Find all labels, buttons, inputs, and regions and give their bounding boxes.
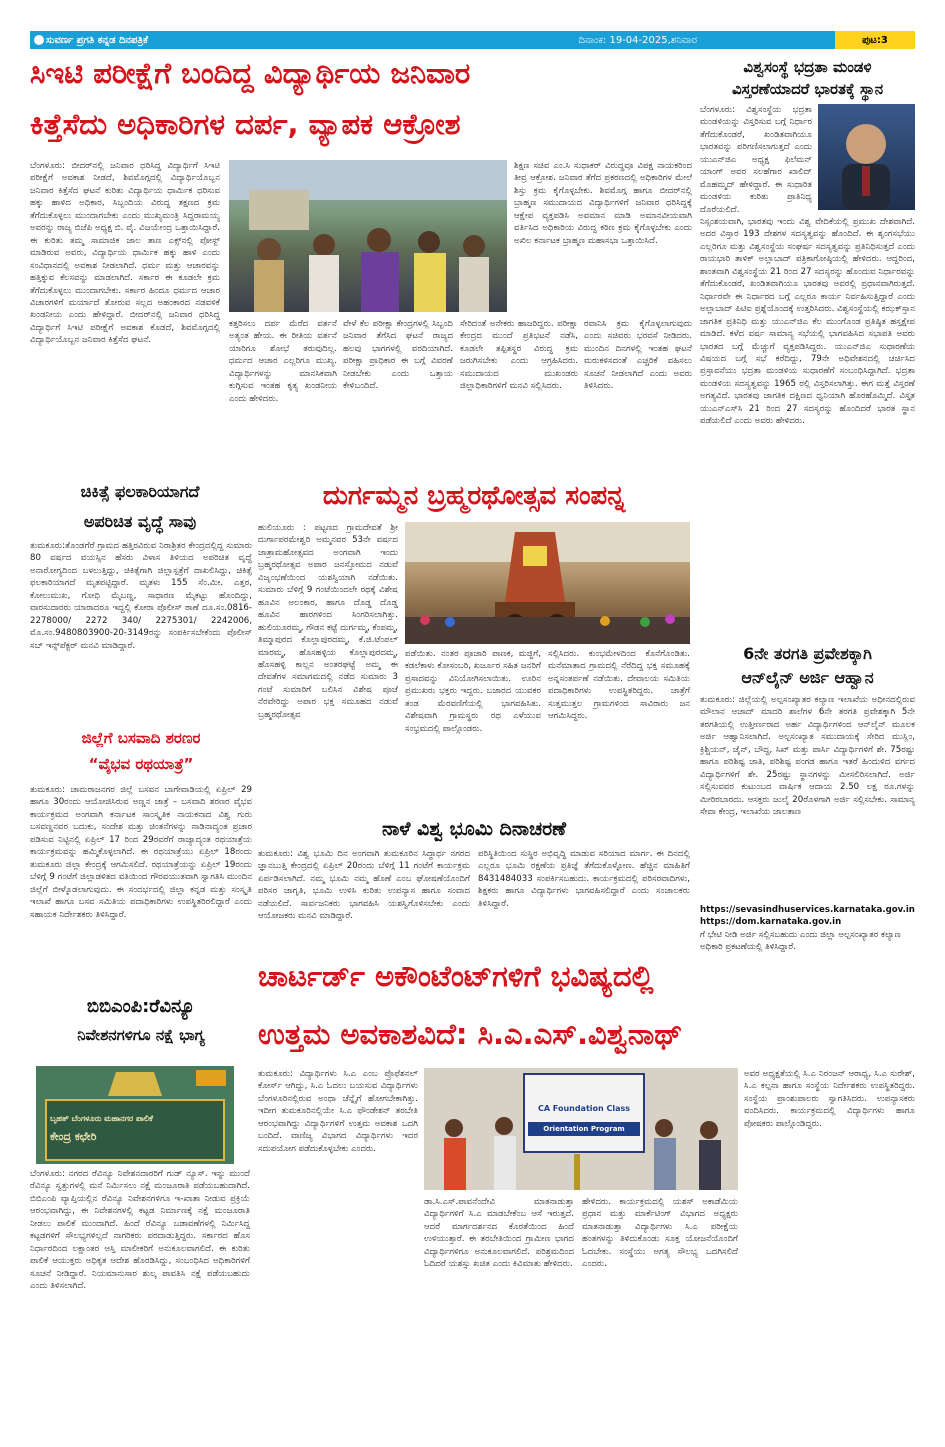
cet-protest-photo bbox=[229, 160, 507, 312]
online-app-body: ತುಮಕೂರು: ಜಿಲ್ಲೆಯಲ್ಲಿ ಅಲ್ಪಸಂಖ್ಯಾತರ ಕಲ್ಯಾಣ ಇಲಾಖೆಯ ಅಧೀನದಲ್ಲಿರುವ ಮೌಲಾನ ಆಜಾದ್ ಮಾದರಿ ಶಾಲೆಗಳ 6ನೇ ತರಗತಿ ಪ್ರವೇಶಕ್ಕಾಗಿ 5ನೇ ತರಗತಿಯಲ್ಲಿ ಉತ್ತೀರ್ಣರಾದ ಅರ್ಹ ವಿದ್ಯಾರ್ಥಿಗಳಿಂದ ಆನ್‌ಲೈನ್ ಮೂಲಕ ಅರ್ಜಿ ಆಹ್ವಾನಿಸಲಾಗಿದೆ. ಅಲ್ಪಸಂಖ್ಯಾತ ಸಮುದಾಯಕ್ಕೆ ಸೇರಿದ ಮುಸ್ಲಿಂ, ಕ್ರಿಶ್ಚಿಯನ್, ಜೈನ್, ಬೌದ್ಧ, ಸಿಖ್ ಮತ್ತು ಪಾರ್ಸಿ ವಿದ್ಯಾರ್ಥಿಗಳಿಗೆ ಶೇ. 75ರಷ್ಟು ಹಾಗೂ ಪರಿಶಿಷ್ಟ ಜಾತಿ, ಪರಿಶಿಷ್ಟ ಪಂಗಡ ಹಾಗೂ ಇತರೆ ಹಿಂದುಳಿದ ವರ್ಗದ ವಿದ್ಯಾರ್ಥಿಗಳಿಗೆ ಶೇ. 25ರಷ್ಟು ಸ್ಥಾನಗಳನ್ನು ಮೀಸಲಿರಿಸಲಾಗಿದೆ. ಅರ್ಜಿ ಸಲ್ಲಿಸುವವರ ಕುಟುಂಬದ ವಾರ್ಷಿಕ ಆದಾಯ 2.50 ಲಕ್ಷ ರೂ.ಗಳನ್ನು ಮೀರಿರಬಾರದು. ಆಸಕ್ತರು ಜುಲೈ 20ರೊಳಗಾಗಿ ಅರ್ಜಿ ಸಲ್ಲಿಸಬೇಕು. ಸಾಮಾನ್ಯ ಸೇವಾ ಕೇಂದ್ರ, ಇಲಾಖೆಯ ಜಾಲತಾಣ bbox=[700, 695, 915, 818]
basava-headline-line1: ಜಿಲ್ಲೆಗೆ ಬಸವಾದಿ ಶರಣರ bbox=[81, 729, 201, 747]
masthead-bar bbox=[30, 31, 915, 49]
online-app-headline-line2: ಆನ್‌ಲೈನ್ ಅರ್ಜಿ ಆಹ್ವಾನ bbox=[741, 668, 874, 687]
un-headline-line2: ವಿಸ್ತರಣೆಯಾದರೆ ಭಾರತಕ್ಕೆ ಸ್ಥಾನ bbox=[731, 80, 884, 98]
bbmp-body-text: ಬೆಂಗಳೂರು: ನಗರದ ರೆವಿನ್ಯೂ ನಿವೇಶನದಾರರಿಗೆ ಗುಡ್ ನ್ಯೂಸ್. ಇನ್ನು ಮುಂದೆ ರೆವಿನ್ಯೂ ಸ್ವತ್ತುಗಳಲ್ಲಿ ಮನೆ ನಿರ್ಮಿಸಲು ನಕ್ಷೆ ಮಂಜೂರಾತಿ ಪಡೆಯಬಹುದಾಗಿದೆ. ಬಿಬಿಎಂಪಿ ವ್ಯಾಪ್ತಿಯಲ್ಲಿನ ರೆವಿನ್ಯೂ ನಿವೇಶನಗಳಿಗೂ ಇ-ಖಾತಾ ನೀಡುವ ಪ್ರಕ್ರಿಯೆ ಆರಂಭವಾಗಿದ್ದು, ಈ ನಿವೇಶನಗಳಲ್ಲಿ ಕಟ್ಟಡ ನಿರ್ಮಾಣಕ್ಕೆ ನಕ್ಷೆ ಮಂಜೂರಾತಿ ನೀಡಲು ಪಾಲಿಕೆ ಮುಂದಾಗಿದೆ. ಹಿಂದೆ ರೆವಿನ್ಯೂ ಬಡಾವಣೆಗಳಲ್ಲಿ ನಿರ್ಮಿಸಿದ್ದ ಕಟ್ಟಡಗಳಿಗೆ ಸೌಲಭ್ಯಗಳಿಲ್ಲದೆ ನಾಗರಿಕರು ಪರದಾಡುತ್ತಿದ್ದರು. ಸರ್ಕಾರದ ಹೊಸ ನಿರ್ಧಾರದಿಂದ ಲಕ್ಷಾಂತರ ಆಸ್ತಿ ಮಾಲೀಕರಿಗೆ ಅನುಕೂಲವಾಗಲಿದೆ. ಈ ಕುರಿತು ಪಾಲಿಕೆ ಆಯುಕ್ತರು ಅಧಿಕೃತ ಆದೇಶ ಹೊರಡಿಸಿದ್ದು, ಸಂಬಂಧಿಸಿದ ಅಧಿಕಾರಿಗಳಿಗೆ ಸೂಚನೆ ನೀಡಿದ್ದಾರೆ. ನಿಯಮಾನುಸಾರ ಶುಲ್ಕ ಪಾವತಿಸಿ ನಕ್ಷೆ ಪಡೆಯಬಹುದು ಎಂದು ತಿಳಿಸಲಾಗಿದೆ. bbox=[30, 1169, 250, 1292]
elderly-headline-line2: ಅಪರಿಚಿತ ವೃದ್ಧೆ ಸಾವು bbox=[83, 512, 197, 531]
bbmp-sign-text2: ಕೇಂದ್ರ ಕಛೇರಿ bbox=[50, 1130, 97, 1143]
earth-day-headline: ನಾಳೆ ವಿಶ್ವ ಭೂಮಿ ದಿನಾಚರಣೆ bbox=[382, 818, 566, 840]
bbmp-sign-text1: ಬೃಹತ್ ಬೆಂಗಳೂರು ಮಹಾನಗರ ಪಾಲಿಕೆ bbox=[50, 1114, 153, 1123]
cet-col6-text: ರವಾನಿಸಿ ಕ್ರಮ ಕೈಗೊಳ್ಳಲಾಗುವುದು ಎಂದು ಸಚಿವರು ಭರವಸೆ ನೀಡಿದರು. ಮುಂದಿನ ದಿನಗಳಲ್ಲಿ ಇಂತಹ ಘಟನೆ ಮರುಕಳಿಸದಂತೆ ಎಚ್ಚರಿಕೆ ವಹಿಸಲು ಸೂಚನೆ ನೀಡಲಾಗಿದೆ ಎಂದು ಅವರು ತಿಳಿಸಿದರು. bbox=[584, 319, 692, 392]
cet-headline-line2: ಕಿತ್ತೆಸೆದು ಅಧಿಕಾರಿಗಳ ದರ್ಪ, ವ್ಯಾಪಕ ಆಕ್ರೋಶ bbox=[30, 107, 461, 141]
cet-col1-text: ಬೆಂಗಳೂರು: ಬೀದರ್‌ನಲ್ಲಿ ಜನಿವಾರ ಧರಿಸಿದ್ದ ವಿದ್ಯಾರ್ಥಿಗೆ ಸಿಇಟಿ ಪರೀಕ್ಷೆಗೆ ಅವಕಾಶ ನೀಡದೆ, ಶಿವಮೊಗ್ಗದಲ್ಲಿ ವಿದ್ಯಾರ್ಥಿಯೊಬ್ಬನ ಜನಿವಾರ ಕಿತ್ತೆಸೆದ ಘಟನೆ ಕುರಿತು ವಿದ್ಯಾರ್ಥಿಯ ಧಾರ್ಮಿಕ ಧರಿಸುವ ಹಕ್ಕು ಹಾಳಿದ ಅಧಿಕಾರ, ಸಿಬ್ಬಂದಿಯ ವಿರುದ್ಧ ತಕ್ಷಣದ ಕ್ರಮ ತೆಗೆದುಕೊಳ್ಳಲು ಮುಂದಾಗಬೇಕು ಎಂದು ಮುಖ್ಯಮಂತ್ರಿ ಸಿದ್ದರಾಮಯ್ಯ ಅವರನ್ನು ರಾಜ್ಯ ಬಿಜೆಪಿ ಅಧ್ಯಕ್ಷ ಬಿ. ವೈ. ವಿಜಯೇಂದ್ರ ಒತ್ತಾಯಿಸಿದ್ದಾರೆ. ಈ ಕುರಿತು ತಮ್ಮ ಸಾಮಾಜಿಕ ಜಾಲ ತಾಣ ಎಕ್ಸ್‌ನಲ್ಲಿ ಪೋಸ್ಟ್ ಮಾಡಿರುವ ಅವರು, ವಿದ್ಯಾರ್ಥಿಯ ಧಾರ್ಮಿಕ ಹಕ್ಕು ಹಾಳಿ ಎಂದು ಸಂವಿಧಾನದಲ್ಲಿ ಅವಕಾಶ ನೀಡಲಾಗಿದೆ. ಧರ್ಮ ಮತ್ತು ಆಚಾರವನ್ನು ಹತ್ತಿಕ್ಕುವ ಕೆಲಸವನ್ನು ಮಾಡಲಾಗಿದೆ. ಸರ್ಕಾರ ಈ ಕೂಡಲೇ ಕ್ರಮ ತೆಗೆದುಕೊಳ್ಳಲು ಮುಂದಾಗಬೇಕು. ಸರ್ಕಾರ ಹಿಂದೂ ಧರ್ಮದ ಆಚಾರ ವಿಚಾರಗಳಿಗೆ ಮರ್ಯಾದೆ ತೋರುವ ಸಲ್ಲದ ಅಹಂಕಾರದ ನಡವಳಿಕೆ ಖಂಡನೀಯ ಎಂದು ಹೇಳಿದ್ದಾರೆ. ಬೀದರ್‌ನಲ್ಲಿ ಜನಿವಾರ ಧರಿಸಿದ್ದ ವಿದ್ಯಾರ್ಥಿಗೆ ಸಿಇಟಿ ಪರೀಕ್ಷೆಗೆ ಅವಕಾಶ ಕೊಡದೆ, ಶಿವಮೊಗ್ಗದಲ್ಲಿ ವಿದ್ಯಾರ್ಥಿಯೊಬ್ಬನ ಜನಿವಾರ ಕಿತ್ತೆಸೆದ ಘಟನೆ. bbox=[30, 161, 220, 346]
ca-banner-title: CA Foundation Class bbox=[537, 1104, 631, 1113]
ca-col3-text: ಹೇಳಿದರು. ಕಾರ್ಯಕ್ರಮದಲ್ಲಿ ಯಶಸ್ ಅಕಾಡೆಮಿಯ ಪ್ರಧಾನ ಮತ್ತು ಮಾರ್ಕೆಟಿಂಗ್ ವಿಭಾಗದ ಅಧ್ಯಕ್ಷರು ಮಾತನಾಡುತ್ತಾ ವಿದ್ಯಾರ್ಥಿಗಳು ಸಿ.ಎ ಪರೀಕ್ಷೆಯ ಹಂತಗಳನ್ನು ತಿಳಿದುಕೊಂಡು ಸೂಕ್ತ ಯೋಜನೆಯೊಂದಿಗೆ ಓದಬೇಕು. ಸಂಸ್ಥೆಯು ಅಗತ್ಯ ಸೌಲಭ್ಯ ಒದಗಿಸಲಿದೆ ಎಂದರು. bbox=[582, 1197, 738, 1270]
online-app-headline-line1: 6ನೇ ತರಗತಿ ಪ್ರವೇಶಕ್ಕಾಗಿ bbox=[743, 644, 872, 663]
durgamma-col1-text: ಹುಲಿಯೂರು : ಪಟ್ಟಣದ ಗ್ರಾಮದೇವತೆ ಶ್ರೀ ದುರ್ಗಾಪರಮೇಶ್ವರಿ ಅಮ್ಮನವರ 53ನೇ ವರ್ಷದ ಜಾತ್ರಾಮಹೋತ್ಸವದ ಅಂಗವಾಗಿ ಇಂದು ಬ್ರಹ್ಮರಥೋತ್ಸವ ಅಪಾರ ಜನಸ್ತೋಮದ ನಡುವೆ ವಿಜೃಂಭಣೆಯಿಂದ ಯಶಸ್ವಿಯಾಗಿ ನಡೆಯಿತು. ಸುಮಾರು ಬೆಳಿಗ್ಗೆ 9 ಗಂಟೆಯಿಂದಲೇ ರಥಕ್ಕೆ ವಿಶೇಷ ಹೂವಿನ ಅಲಂಕಾರ, ಹಾಗೂ ದೊಡ್ಡ ದೊಡ್ಡ ಹೂವಿನ ಹಾರಗಳಿಂದ ಸಿಂಗರಿಸಲಾಗಿತ್ತು. ಹುಲಿಯೂರಮ್ಮ, ಗೌಡನ ಕಟ್ಟೆ ದುರ್ಗಮ್ಮ, ಕೆಂಪಮ್ಮ, ತಿಮ್ಮಾಪುರದ ಕೊಲ್ಲಾಪುರದಮ್ಮ, ಕೆ.ಜಿ.ಟೆಂಪಲ್ ಮಾರಮ್ಮ, ಹೊಸಹಳ್ಳಿಯ ಕೊಲ್ಲಾಪುರದಮ್ಮ, ಹೊಸಹಳ್ಳಿ ಕಾಲ್ಲನ ಅಂತರಘಟ್ಟೆ ಅಮ್ಮ ಈ ದೇವತೆಗಳ ಸಮಾಗಮದಲ್ಲಿ ನಡೆದ ಸುಮಾರು 3 ಗಂಟೆ ಸುಮಾರಿಗೆ ಬಲಿಸಿನ ವಿಶೇಷ ಪೂಜೆ ನೆರವೇರಿದ್ದು ಅಪಾರ ಭಕ್ತ ಸಮೂಹದ ನಡುವೆ ಬ್ರಹ್ಮರಥೋತ್ಸವ bbox=[258, 523, 398, 720]
ca-headline-line1: ಚಾರ್ಟರ್ಡ್ ಅಕೌಂಟೆಂಟ್‌ಗಳಿಗೆ ಭವಿಷ್ಯದಲ್ಲಿ bbox=[258, 959, 654, 993]
sevasindhu-link[interactable]: https://sevasindhuservices.karnataka.gov.in bbox=[700, 905, 915, 915]
earth-day-col1-text: ತುಮಕೂರು: ವಿಶ್ವ ಭೂಮಿ ದಿನ ಅಂಗವಾಗಿ ತುಮಕೂರಿನ ಸಿದ್ಧಾರ್ಥ ನಗರದ ಜ್ಞಾನಬುತ್ತಿ ಕೇಂದ್ರದಲ್ಲಿ ಏಪ್ರಿಲ್ 20ರಂದು ಬೆಳಿಗ್ಗೆ 11 ಗಂಟೆಗೆ ಕಾರ್ಯಕ್ರಮ ಏರ್ಪಡಿಸಲಾಗಿದೆ. ನಮ್ಮ ಭೂಮಿ ನಮ್ಮ ಹೊಣೆ ಎಂಬ ಘೋಷಣೆಯೊಂದಿಗೆ ಪರಿಸರ ಜಾಗೃತಿ, ಭೂಮಿ ಉಳಿಸಿ ಕುರಿತು ಉಪನ್ಯಾಸ ಹಾಗೂ ಸಂವಾದ ನಡೆಯಲಿದೆ. ಸಾರ್ವಜನಿಕರು ಭಾಗವಹಿಸಿ ಯಶಸ್ವಿಗೊಳಿಸಬೇಕು ಎಂದು ಆಯೋಜಕರು ಮನವಿ ಮಾಡಿದ್ದಾರೆ. bbox=[258, 849, 470, 922]
un-intro-text: ಬೆಂಗಳೂರು: ವಿಶ್ವಸಂಸ್ಥೆಯ ಭದ್ರತಾ ಮಂಡಳಿಯನ್ನು ವಿಸ್ತರಿಸುವ ಬಗ್ಗೆ ನಿರ್ಧಾರ ತೆಗೆದುಕೊಂಡರೆ, ಖಂಡಿತವಾಗಿಯೂ ಭಾರತವನ್ನು ಪರಿಗಣಿಸಲಾಗುತ್ತದೆ ಎಂದು ಯುಎನ್‌ಜಿಎ ಅಧ್ಯಕ್ಷ ಫಿಲೆಮನ್ ಯಾಂಗ್ ಅವರ ಸಲಹೆಗಾರ ಖಾಲಿದ್ ಮೊಹಮ್ಮದ್ ಹೇಳಿದ್ದಾರೆ. ಈ ಸುಧಾರಿತ ಮಂಡಳಿಯ ಕುರಿತು ಪ್ರಾತಿನಿಧ್ಯ ದೊರೆಯಲಿದೆ. bbox=[700, 105, 812, 214]
basava-headline-line2: “ವೈಭವ ರಥಯಾತ್ರೆ” bbox=[88, 755, 194, 773]
earth-day-col2-text: ಪರಿಸ್ಥಿತಿಯಿಂದ ಸುಸ್ಥಿರ ಅಭಿವೃದ್ಧಿ ಮಾಡುವ ಸರಿಯಾದ ಮಾರ್ಗ. ಈ ದಿನದಲ್ಲಿ ಎಲ್ಲರೂ ಭೂಮಿ ರಕ್ಷಣೆಯ ಪ್ರತಿಜ್ಞೆ ತೆಗೆದುಕೊಳ್ಳೋಣ. ಹೆಚ್ಚಿನ ಮಾಹಿತಿಗೆ 8431484033 ಸಂಪರ್ಕಿಸಬಹುದು. ಕಾರ್ಯಕ್ರಮದಲ್ಲಿ ಪರಿಸರವಾದಿಗಳು, ಶಿಕ್ಷಕರು ಹಾಗೂ ವಿದ್ಯಾರ್ಥಿಗಳು ಭಾಗವಹಿಸಲಿದ್ದಾರೆ ಎಂದು ಸಂಚಾಲಕರು ತಿಳಿಸಿದ್ದಾರೆ. bbox=[478, 849, 690, 909]
cet-col2-text: ಶಿಕ್ಷಣ ಸಚಿವ ಎಂ.ಸಿ ಸುಧಾಕರ್ ವಿರುದ್ಧವೂ ವಿಪಕ್ಷ ನಾಯಕರಿಂದ ತೀವ್ರ ಆಕ್ರೋಶ. ಜನಿವಾರ ತೆಗೆದ ಪ್ರಕರಣದಲ್ಲಿ ಅಧಿಕಾರಿಗಳ ಮೇಲೆ ಶಿಸ್ತು ಕ್ರಮ ಕೈಗೊಳ್ಳಬೇಕು. ಶಿವಮೊಗ್ಗ ಹಾಗೂ ಬೀದರ್‌ನಲ್ಲಿ ಬ್ರಾಹ್ಮಣ ಸಮುದಾಯದ ವಿದ್ಯಾರ್ಥಿಗಳಿಗೆ ಜನಿವಾರ ಧರಿಸಿದ್ದಕ್ಕೆ ಆಕ್ಷೇಪ ವ್ಯಕ್ತಪಡಿಸಿ ಅವಮಾನ ಮಾಡಿ ಅಮಾನವೀಯವಾಗಿ ವರ್ತಿಸಿದ ಅಧಿಕಾರಿಯ ವಿರುದ್ಧ ಕಠಿಣ ಕ್ರಮ ಕೈಗೊಳ್ಳಬೇಕು ಎಂದು ಅಖಿಲ ಕರ್ನಾಟಕ ಬ್ರಾಹ್ಮಣ ಮಹಾಸಭಾ ಒತ್ತಾಯಿಸಿದೆ. bbox=[514, 161, 692, 246]
masthead-date: ದಿನಾಂಕ: 19-04-2025,ಶನಿವಾರ bbox=[578, 34, 698, 46]
online-app-links bbox=[700, 904, 915, 954]
chariot-photo-scene bbox=[405, 522, 690, 644]
cet-photo-figures bbox=[229, 160, 507, 312]
cet-headline-line1: ಸಿಇಟಿ ಪರೀಕ್ಷೆಗೆ ಬಂದಿದ್ದ ವಿದ್ಯಾರ್ಥಿಯ ಜನಿವಾರ bbox=[30, 56, 471, 90]
ca-headline-line2: ಉತ್ತಮ ಅವಕಾಶವಿದೆ: ಸಿ.ಎ.ಎಸ್.ವಿಶ್ವನಾಥ್ bbox=[258, 1017, 683, 1051]
cet-col5-text: ವೇಳೆ ಕೆಲ ಪರೀಕ್ಷಾ ಕೇಂದ್ರಗಳಲ್ಲಿ ಸಿಬ್ಬಂದಿ ಜನಿವಾರ ತೆಗೆಸಿದ ಘಟನೆ ರಾಜ್ಯದ ಹಲವು ಭಾಗಗಳಲ್ಲಿ ವರದಿಯಾಗಿದೆ. ಪರೀಕ್ಷಾ ಪ್ರಾಧಿಕಾರ ಈ ಬಗ್ಗೆ ವಿವರಣೆ ನೀಡಬೇಕು ಎಂದು ಒತ್ತಾಯ ಕೇಳಿಬಂದಿದೆ. bbox=[343, 319, 453, 392]
bbmp-building-photo bbox=[36, 1066, 234, 1164]
dom-karnataka-link[interactable]: https://dom.karnataka.gov.in bbox=[700, 917, 842, 928]
ca-col1-text: ತುಮಕೂರು: ವಿದ್ಯಾರ್ಥಿಗಳು ಸಿ.ಎ ಎಂಬ ಪ್ರೊಫೆಶನಲ್ ಕೋರ್ಸ್ ಆಗಿದ್ದು, ಸಿ.ಎ ಓದಲು ಬಯಸುವ ವಿದ್ಯಾರ್ಥಿಗಳು ಬೆಂಗಳೂರಿನಲ್ಲಿರುವ ಅಂಥಾ ಚೆನ್ನೈಗೆ ಹೋಗಬೇಕಾಗಿತ್ತು. ಇದೀಗ ತುಮಕೂರಿನಲ್ಲಿಯೇ ಸಿ.ಎ ಫೌಂಡೇಶನ್ ತರಬೇತಿ ಆರಂಭವಾಗಿದ್ದು ವಿದ್ಯಾರ್ಥಿಗಳಿಗೆ ಉತ್ತಮ ಅವಕಾಶ ಒದಗಿ ಬಂದಿದೆ. ವಾಣಿಜ್ಯ ವಿಭಾಗದ ವಿದ್ಯಾರ್ಥಿಗಳು ಇದರ ಸದುಪಯೋಗ ಪಡೆದುಕೊಳ್ಳಬೇಕು ಎಂದರು. bbox=[258, 1069, 418, 1154]
ca-col2-text: ಡಾ.ಸಿ.ಎಸ್.ಪಾವನೆಂದೇವಿ ಮಾತನಾಡುತ್ತಾ ವಿದ್ಯಾರ್ಥಿಗಳಿಗೆ ಸಿ.ಎ ಮಾಡಬೇಕೆಂಬ ಆಸೆ ಇರುತ್ತದೆ. ಆದರೆ ಮಾರ್ಗದರ್ಶನದ ಕೊರತೆಯಿಂದ ಹಿಂದೆ ಉಳಿಯುತ್ತಾರೆ. ಈ ತರಬೇತಿಯಿಂದ ಗ್ರಾಮೀಣ ಭಾಗದ ವಿದ್ಯಾರ್ಥಿಗಳಿಗೂ ಅನುಕೂಲವಾಗಲಿದೆ. ಪರಿಶ್ರಮದಿಂದ ಓದಿದರೆ ಯಶಸ್ಸು ಖಚಿತ ಎಂದು ಕಿವಿಮಾತು ಹೇಳಿದರು. bbox=[424, 1197, 574, 1270]
chariot-festival-photo bbox=[405, 522, 690, 644]
elderly-headline-line1: ಚಿಕಿತ್ಸೆ ಫಲಕಾರಿಯಾಗದೆ bbox=[80, 482, 200, 501]
durgamma-col3-text: ಸಲ್ಲಿಸಿದರು. ಕುಂಭಮೇಳದಿಂದ ಕೊನೆಗೊಂಡಿತು. ಮನೆಮಾತಾದ ಗ್ರಾಮದಲ್ಲಿ ನೆರೆದಿದ್ದ ಭಕ್ತ ಸಮೂಹಕ್ಕೆ ಅನ್ನಸಂತರ್ಪಣೆ ನಡೆಯಿತು. ದೇವಾಲಯ ಸಮಿತಿಯ ಪದಾಧಿಕಾರಿಗಳು ಉಪಸ್ಥಿತರಿದ್ದರು. ಜಾತ್ರೆಗೆ ಸುತ್ತಮುತ್ತಲ ಗ್ರಾಮಗಳಿಂದ ಸಾವಿರಾರು ಜನ ಆಗಮಿಸಿದ್ದರು. bbox=[548, 649, 690, 722]
bbmp-headline-line1: ಬಿಬಿಎಂಪಿ:ರೆವಿನ್ಯೂ bbox=[86, 996, 196, 1017]
online-app-tail: ಗೆ ಭೇಟಿ ನೀಡಿ ಅರ್ಜಿ ಸಲ್ಲಿಸಬಹುದು ಎಂದು ಜಿಲ್ಲಾ ಅಲ್ಪಸಂಖ್ಯಾತರ ಕಲ್ಯಾಣ ಅಧಿಕಾರಿ ಪ್ರಕಟಣೆಯಲ್ಲಿ ತಿಳಿಸಿದ್ದಾರೆ. bbox=[700, 929, 901, 953]
elderly-body-text: ತುಮಕೂರು:ತೊಂಡಗೆರೆ ಗ್ರಾಮದ ಹತ್ತಿರವಿರುವ ನಿರಾಶ್ರಿತರ ಕೇಂದ್ರದಲ್ಲಿದ್ದ ಸುಮಾರು 80 ವರ್ಷದ ವಯಸ್ಸಿನ ಹೆಸರು ವಿಳಾಸ ತಿಳಿಯದ ಅಪರಿಚಿತ ವೃದ್ಧೆ ಅನಾರೋಗ್ಯದಿಂದ ಬಳಲುತ್ತಿದ್ದು, ಚಿಕಿತ್ಸೆಗಾಗಿ ಜಿಲ್ಲಾಸ್ಪತ್ರೆಗೆ ದಾಖಲಿಸಿದ್ದು, ಚಿಕಿತ್ಸೆ ಫಲಕಾರಿಯಾಗದೆ ಮೃತಪಟ್ಟಿದ್ದಾರೆ. ಮೃತಳು 155 ಸೆಂ.ಮೀ. ಎತ್ತರ, ಕೋಲುಮುಖ, ಗೋಧಿ ಮೈಬಣ್ಣ, ಸಾಧಾರಣ ಮೈಕಟ್ಟು ಹೊಂದಿದ್ದು, ವಾರಸುದಾರರು ಯಾರಾದರೂ ಇದ್ದಲ್ಲಿ ಕೋರಾ ಪೊಲೀಸ್ ಠಾಣೆ ದೂ.ಸಂ.0816-2278000/ 2272 340/ 2275301/ 2242006, ಮೊ.ಸಂ.9480803900-20-3149ರನ್ನು ಸಂಪರ್ಕಿಸಬೇಕೆಂದು ಪೊಲೀಸ್ ಸಬ್ ಇನ್ಸ್‌ಪೆಕ್ಟರ್ ಮನವಿ ಮಾಡಿದ್ದಾರೆ. bbox=[30, 541, 252, 651]
masthead-logo-icon bbox=[34, 35, 44, 45]
un-official-figure bbox=[818, 104, 915, 210]
un-body-text: ನಿಸ್ಸಂಶಯವಾಗಿ, ಭಾರತವು ಇಂದು ವಿಶ್ವ ವೇದಿಕೆಯಲ್ಲಿ ಪ್ರಮುಖ ದೇಶವಾಗಿದೆ. ಅದರ ವಿಸ್ತಾರ 193 ದೇಶಗಳ ಸದಸ್ಯತ್ವವನ್ನು ಹೊಂದಿದೆ. ಈ ಶೃಂಗಸಭೆಯು ಎಲ್ಲರಿಗೂ ಮತ್ತು ವಿಶ್ವಸಂಸ್ಥೆಯ ಸಂಘರ್ಷ ಸದಸ್ಯತ್ವವನ್ನು ಪ್ರತಿನಿಧಿಸುತ್ತದೆ ಎಂದು ರಾಯಭಾರಿ ತಾಳಿಕ್ ಅಲ್ಲಾಬಾದ್ ಪತ್ರಿಕಾಗೋಷ್ಠಿಯಲ್ಲಿ ಹೇಳಿದರು. ಆದ್ದರಿಂದ, ಶಾಂತವಾಗಿ ವಿಶ್ವಸಂಸ್ಥೆಯ 21 ರಿಂದ 27 ಸದಸ್ಯರನ್ನು ಹೊಂದುವ ನಿರ್ಧಾರವನ್ನು ತೆಗೆದುಕೊಂಡರೆ, ಖಂಡಿತವಾಗಿಯೂ ಭಾರತವು ಅವರಲ್ಲಿ ಪ್ರಧಾನವಾಗಿರುತ್ತದೆ. ನಿರ್ಧಾರವೇ ಈ ನಿರ್ಧಾರದ ಬಗ್ಗೆ ಎಲ್ಲರೂ ಕಾರ್ಯ ನಿರ್ವಹಿಸುತ್ತಿದ್ದಾರೆ ಎಂದು ಅಲ್ಲಾಬಾದ್ ಪಿಟಿಐ ಪ್ರಶ್ನೆಯೊಂದಕ್ಕೆ ಉತ್ತರಿಸಿದರು. ವಿಶ್ವಸಂಸ್ಥೆಯಲ್ಲಿ ಕಝಕ್‌ಸ್ತಾನ ಜಾಗತಿಕ ಪ್ರತಿನಿಧಿ ಮತ್ತು ಯುಎನ್‌ಜಿಎ ಕೆಲ ಮುಂಗೊಂಡ ಪ್ರತಿಷ್ಠಿತ ಹಸ್ತಕ್ಷೇಪ ಮಾಡಿದೆ. ಕಳೆದ ವರ್ಷ ಸಾಮಾನ್ಯ ಸಭೆಯಲ್ಲಿ ಭಾಗವಹಿಸಿದ ಸಭಾಪತಿ ಅವರು ಭಾರತದ ಬಗ್ಗೆ ಮೆಚ್ಚುಗೆ ವ್ಯಕ್ತಪಡಿಸಿದ್ದರು. ಯುಎನ್‌ಜಿಎ ಸುಧಾರಣೆಯ ವಿಷಯದ ಬಗ್ಗೆ ಸಭೆ ಕರೆದಿದ್ದು, 79ನೇ ಅಧಿವೇಶನದಲ್ಲಿ ಚರ್ಚಿಸಿದ ಪ್ರಸ್ತಾವನೆಯು ಭದ್ರತಾ ಮಂಡಳಿಯ ಸುಧಾರಣೆಗೆ ಸಂಬಂಧಿಸಿದ್ದಾಗಿದೆ. ಭದ್ರತಾ ಮಂಡಳಿಯ ಸದಸ್ಯತ್ವವನ್ನು 1965 ರಲ್ಲಿ ವಿಸ್ತರಿಸಲಾಗಿತ್ತು. ಈಗ ಮತ್ತೆ ವಿಸ್ತರಣೆ ಅಗತ್ಯವಿದೆ. ಭಾರತವು ಜಾಗತಿಕ ದಕ್ಷಿಣದ ಧ್ವನಿಯಾಗಿ ಹೊರಹೊಮ್ಮಿದೆ. ವಿಸ್ತೃತ ಯುಎನ್‌ಎಸ್‌ಸಿ 21 ರಿಂದ 27 ಸದಸ್ಯರನ್ನು ಹೊಂದಿದರೆ ಭಾರತ ಸ್ಥಾನ ಪಡೆಯಲಿದೆ ಎಂದು ಅವರು ಹೇಳಿದರು. bbox=[700, 217, 915, 427]
un-headline-line1: ವಿಶ್ವಸಂಸ್ಥೆ ಭದ್ರತಾ ಮಂಡಳಿ bbox=[743, 58, 872, 76]
page-number-badge: ಪುಟ:3 bbox=[835, 31, 915, 49]
masthead-name: ಸುವರ್ಣ ಪ್ರಗತಿ ಕನ್ನಡ ದಿನಪತ್ರಿಕೆ bbox=[46, 34, 149, 46]
durgamma-col2-text: ಪಡೆಯಿತು. ನಂತರ ಪೂಜಾರಿ ಪಾಣಕ, ಮಜ್ಜಿಗೆ, ಕಡಲೆಕಾಳು ಕೋಸಂಬರಿ, ಖರ್ಜೂರ ಸಹಿತ ಜನರಿಗೆ ಪ್ರಸಾದವನ್ನು ವಿನಿಯೋಗಿಸಲಾಯಿತು. ಊರಿನ ಪ್ರಮುಖರು ಭಕ್ತರು ಇದ್ದರು. ಬಜಾರದ ಯುವಕರ ತಂಡ ಮೆರವಣಿಗೆಯಲ್ಲಿ ಭಾಗವಹಿಸಿತು. ವಿಶೇಷವಾಗಿ ಗ್ರಾಮಸ್ಥರು ರಥ ಎಳೆಯುವ ಸಂಭ್ರಮದಲ್ಲಿ ಪಾಲ್ಗೊಂಡರು. bbox=[405, 649, 541, 734]
cet-col4-text: ಕತ್ತರಿಸಲು ದರ್ಪ ಮೆರೆದ ವರ್ತನೆ ಅತ್ಯಂತ ಹೇಯ. ಈ ರೀತಿಯ ವರ್ತನೆ ಯಾರಿಗೂ ಶೋಭೆ ತರುವುದಿಲ್ಲ. ಧರ್ಮದ ಆಚಾರ ಎಲ್ಲರಿಗೂ ಮುಖ್ಯ. ವಿದ್ಯಾರ್ಥಿಗಳನ್ನು ಮಾನಸಿಕವಾಗಿ ಕುಗ್ಗಿಸುವ ಇಂತಹ ಕೃತ್ಯ ಖಂಡನೀಯ ಎಂದು ಹೇಳಿದರು. bbox=[229, 319, 337, 404]
durgamma-headline: ದುರ್ಗಮ್ಮನ ಬ್ರಹ್ಮರಥೋತ್ಸವ ಸಂಪನ್ನ bbox=[322, 481, 626, 511]
ca-orientation-photo bbox=[424, 1068, 738, 1190]
un-official-photo bbox=[818, 104, 915, 210]
cet-col3-text: ಸೇರಿದಂತೆ ಅನೇಕರು ಹಾಜರಿದ್ದರು. ಪರೀಕ್ಷಾ ಕೇಂದ್ರದ ಮುಂದೆ ಪ್ರತಿಭಟನೆ ನಡೆಸಿ, ಕೂಡಲೇ ತಪ್ಪಿತಸ್ಥರ ವಿರುದ್ಧ ಕ್ರಮ ಜರುಗಿಸಬೇಕು ಎಂದು ಆಗ್ರಹಿಸಿದರು. ಸಮುದಾಯದ ಮುಖಂಡರು ಜಿಲ್ಲಾಧಿಕಾರಿಗಳಿಗೆ ಮನವಿ ಸಲ್ಲಿಸಿದರು. bbox=[460, 319, 578, 392]
basava-body-text: ತುಮಕೂರು: ಚಾಮರಾಜನಗರ ಜಿಲ್ಲೆ ಬಸವನ ಬಾಗೇವಾಡಿಯಲ್ಲಿ ಏಪ್ರಿಲ್ 29 ಹಾಗೂ 30ರಂದು ಆಯೋಜಿಸಿರುವ ಅಣ್ಣನ ಜಾತ್ರೆ – ಬಸವಾದಿ ಶರಣರ ವೈಭವ ಕಾರ್ಯಕ್ರಮದ ಅಂಗವಾಗಿ ಕರ್ನಾಟಕ ಸಾಂಸ್ಕೃತಿಕ ನಾಯಕನಾದ ವಿಶ್ವ ಗುರು ಬಸವಣ್ಣನವರ ಬದುಕು, ಸಂದೇಶ ಮತ್ತು ಚಿಂತನೆಗಳನ್ನು ನಾಡಿನಾದ್ಯಂತ ಪ್ರಚಾರ ಪಡಿಸುವ ನಿಟ್ಟಿನಲ್ಲಿ ಏಪ್ರಿಲ್ 17 ರಿಂದ 29ರವರೆಗೆ ರಾಜ್ಯಾದ್ಯಂತ ರಥಯಾತ್ರೆಯ ಕಾರ್ಯಕ್ರಮವನ್ನು ಹಮ್ಮಿಕೊಳ್ಳಲಾಗಿದೆ. ಈ ರಥಯಾತ್ರೆಯು ಏಪ್ರಿಲ್ 18ರಂದು ತುಮಕೂರು ಜಿಲ್ಲಾ ಕೇಂದ್ರಕ್ಕೆ ಆಗಮಿಸಲಿದೆ. ರಥಯಾತ್ರೆಯನ್ನು ಏಪ್ರಿಲ್ 19ರಂದು ಬೆಳಿಗ್ಗೆ 9 ಗಂಟೆಗೆ ಜಿಲ್ಲಾಡಳಿತದ ವತಿಯಿಂದ ಗೌರವಯುತವಾಗಿ ಸ್ವಾಗತಿಸಿ ಮುಂದಿನ ಜಿಲ್ಲೆಗೆ ಬೀಳ್ಕೊಡಲಾಗುವುದು. ಈ ಸಂದರ್ಭದಲ್ಲಿ ಜಿಲ್ಲಾ ಕನ್ನಡ ಮತ್ತು ಸಂಸ್ಕೃತಿ ಇಲಾಖೆ ಹಾಗೂ ಬಸವ ಸಮಿತಿಯ ಪದಾಧಿಕಾರಿಗಳು ಉಪಸ್ಥಿತರಿರಲಿದ್ದಾರೆ ಎಂದು ಸಹಾಯಕ ನಿರ್ದೇಶಕರು ತಿಳಿಸಿದ್ದಾರೆ. bbox=[30, 785, 252, 920]
bbmp-headline-line2: ನಿವೇಶನಗಳಿಗೂ ನಕ್ಷೆ ಭಾಗ್ಯ bbox=[77, 1026, 205, 1044]
ca-banner-subtitle: Orientation Program bbox=[543, 1125, 625, 1133]
ca-col4-text: ಅವರ ಅಧ್ಯಕ್ಷತೆಯಲ್ಲಿ ಸಿ.ಎ ನಿರಂಜನ್ ಆರಾಧ್ಯ, ಸಿ.ಎ ಸುರೇಶ್, ಸಿ.ಎ ಕಲ್ಪನಾ ಹಾಗೂ ಸಂಸ್ಥೆಯ ನಿರ್ದೇಶಕರು ಉಪಸ್ಥಿತರಿದ್ದರು. ಸಂಸ್ಥೆಯ ಪ್ರಾಂಶುಪಾಲರು ಸ್ವಾಗತಿಸಿದರು. ಉಪನ್ಯಾಸಕರು ವಂದಿಸಿದರು. ಕಾರ್ಯಕ್ರಮದಲ್ಲಿ ವಿದ್ಯಾರ್ಥಿಗಳು ಹಾಗೂ ಪೋಷಕರು ಪಾಲ್ಗೊಂಡಿದ್ದರು. bbox=[744, 1069, 915, 1129]
